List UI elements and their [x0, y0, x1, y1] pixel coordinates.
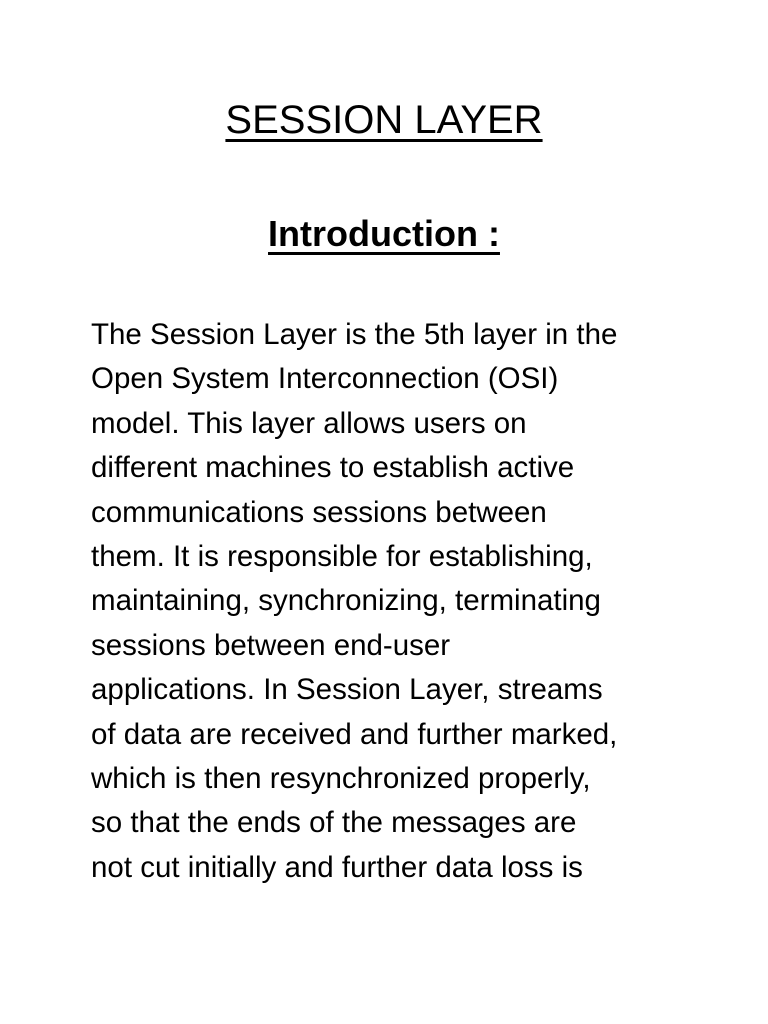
paragraph-line: different machines to establish active — [91, 451, 575, 485]
section-heading — [0, 212, 768, 256]
paragraph-line: sessions between end-user — [91, 628, 451, 662]
paragraph-line: of data are received and further marked, — [91, 717, 618, 751]
section-heading-text: Introduction : — [268, 213, 500, 254]
paragraph-line: communications sessions between — [91, 495, 547, 529]
paragraph-line: maintaining, synchronizing, terminating — [91, 584, 601, 618]
paragraph-line: them. It is responsible for establishing, — [91, 540, 593, 574]
paragraph-line: The Session Layer is the 5th layer in the — [91, 318, 618, 351]
paragraph-line: which is then resynchronized properly, — [91, 762, 591, 796]
paragraph-line: not cut initially and further data loss is — [91, 850, 583, 884]
paragraph-line: applications. In Session Layer, streams — [91, 673, 603, 707]
page-title — [0, 96, 768, 144]
intro-paragraph — [91, 313, 691, 890]
paragraph-line: so that the ends of the messages are — [91, 806, 577, 840]
paragraph-line: model. This layer allows users on — [91, 406, 527, 440]
page-title-text: SESSION LAYER — [225, 98, 543, 142]
paragraph-line: Open System Interconnection (OSI) — [91, 362, 559, 396]
